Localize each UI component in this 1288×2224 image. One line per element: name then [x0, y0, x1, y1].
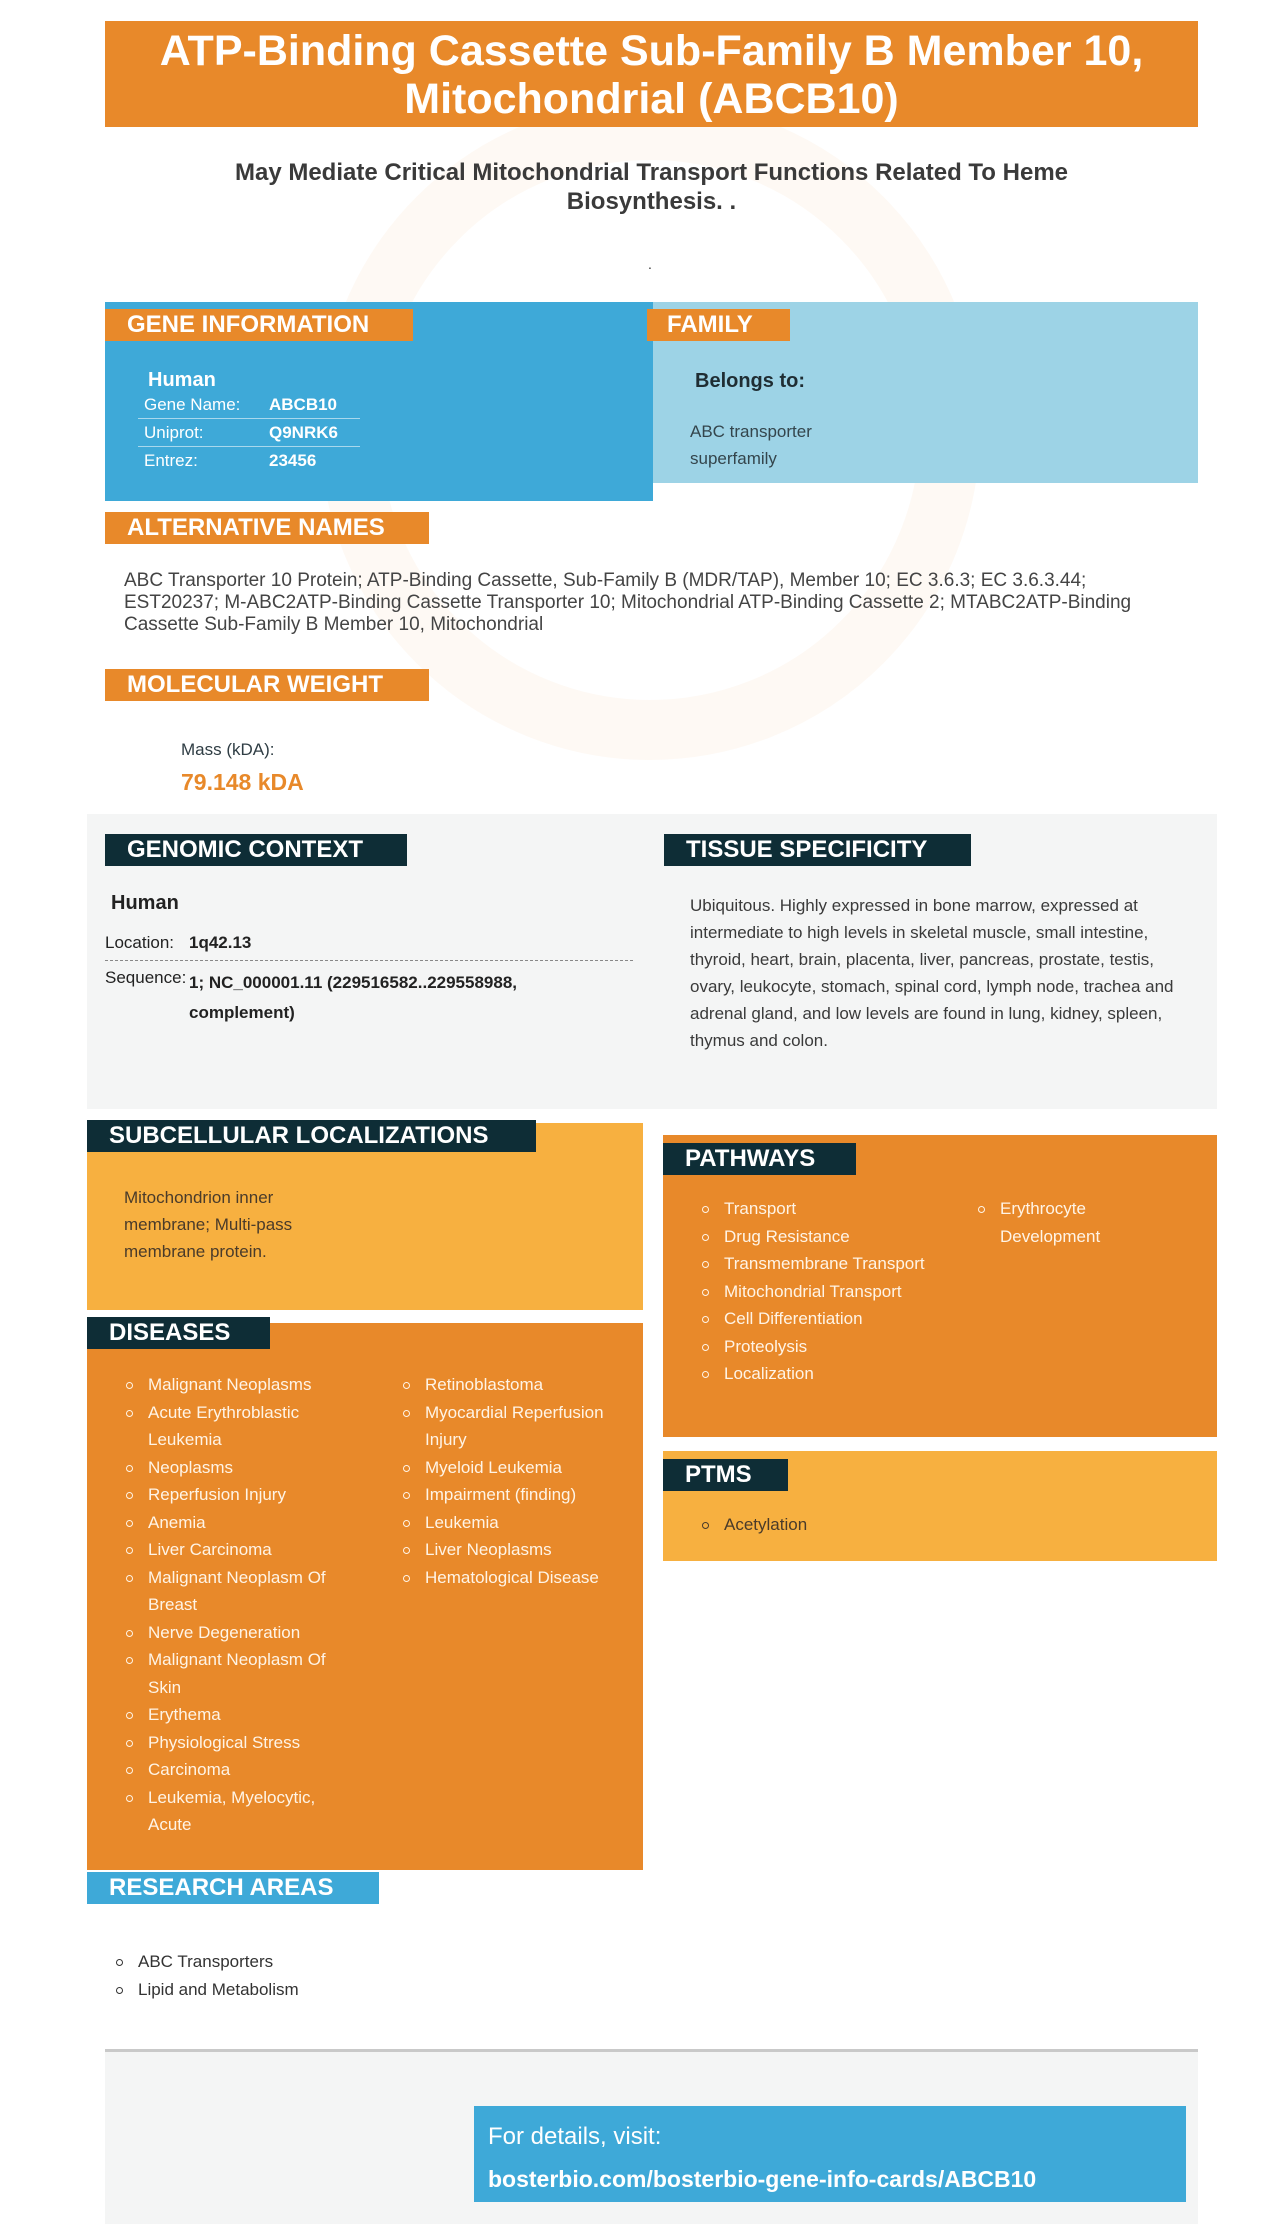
alternative-names-header: ALTERNATIVE NAMES [105, 512, 429, 544]
tissue-specificity-text: Ubiquitous. Highly expressed in bone marrow, expressed at intermediate to high levels in skeletal muscle, small intestine, thyroid, heart, brain, placenta, liver, pancreas, prostate, testis, ovary, leukocyte, stomach, spinal cord, lymph node, trachea and adrenal gland, and low levels are found in lung, kidney, spleen, thymus and colon. [690, 896, 1174, 1050]
details-url-link[interactable]: bosterbio.com/bosterbio-gene-info-cards/ABCB10 [488, 2166, 1037, 2192]
pathway-item: Transmembrane Transport [700, 1250, 930, 1278]
uniprot-label: Uniprot: [144, 423, 204, 442]
diseases-list-col1 [124, 1371, 349, 1839]
page-title: ATP-Binding Cassette Sub-Family B Member 10, Mitochondrial (ABCB10) [105, 21, 1198, 127]
research-area-item: Lipid and Metabolism [114, 1976, 414, 2004]
research-areas-header: RESEARCH AREAS [87, 1872, 379, 1904]
pathway-item: Mitochondrial Transport [700, 1278, 930, 1306]
disease-item: Anemia [124, 1509, 349, 1537]
disease-item: Carcinoma [124, 1756, 349, 1784]
gene-name-value: ABCB10 [269, 395, 338, 414]
entrez-row [138, 447, 360, 475]
details-label: For details, visit: [488, 2123, 662, 2150]
tissue-specificity-header: TISSUE SPECIFICITY [664, 834, 971, 866]
disease-item: Neoplasms [124, 1454, 349, 1482]
family-label: Belongs to: [695, 370, 805, 392]
ptms-header: PTMS [663, 1459, 788, 1491]
uniprot-row [138, 419, 360, 447]
location-row [105, 925, 633, 961]
pathway-item: Proteolysis [700, 1333, 930, 1361]
family-text: ABC transporter superfamily [690, 422, 812, 468]
ptm-item: Acetylation [700, 1511, 900, 1539]
entrez-value: 23456 [269, 451, 317, 470]
molecular-weight-header: MOLECULAR WEIGHT [105, 669, 429, 701]
location-label: Location: [105, 933, 174, 952]
alternative-names-text: ABC Transporter 10 Protein; ATP-Binding Cassette, Sub-Family B (MDR/TAP), Member 10; EC 3.6.3; EC 3.6.3.44; EST20237; M-ABC2ATP-Binding Cassette Transporter 10; Mitochondrial ATP-Binding Cassette 2; MTABC2ATP-Binding Cassette Sub-Family B Member 10, Mitochondrial [124, 570, 1132, 635]
pathway-item: Erythrocyte Development [976, 1195, 1156, 1250]
disease-item: Acute Erythroblastic Leukemia [124, 1399, 349, 1454]
disease-item: Physiological Stress [124, 1729, 349, 1757]
pathways-list-col2 [976, 1195, 1156, 1250]
gene-name-row [138, 391, 360, 419]
pathway-item: Localization [700, 1360, 930, 1388]
disease-item: Retinoblastoma [401, 1371, 621, 1399]
diseases-list-col2 [401, 1371, 621, 1591]
subcellular-header: SUBCELLULAR LOCALIZATIONS [87, 1120, 536, 1152]
mass-label: Mass (kDA): [181, 740, 275, 759]
disease-item: Myocardial Reperfusion Injury [401, 1399, 621, 1454]
location-value: 1q42.13 [189, 933, 252, 952]
research-areas-list [114, 1948, 414, 2003]
entrez-label: Entrez: [144, 451, 198, 470]
uniprot-value: Q9NRK6 [269, 423, 338, 442]
mass-value: 79.148 kDA [181, 769, 304, 795]
disease-item: Reperfusion Injury [124, 1481, 349, 1509]
disease-item: Malignant Neoplasm Of Breast [124, 1564, 349, 1619]
gene-info-species: Human [148, 369, 216, 391]
subcellular-text: Mitochondrion inner membrane; Multi-pass membrane protein. [124, 1188, 293, 1261]
disease-item: Leukemia, Myelocytic, Acute [124, 1784, 349, 1839]
pathways-list-col1 [700, 1195, 930, 1388]
genomic-species: Human [111, 892, 179, 914]
disease-item: Hematological Disease [401, 1564, 621, 1592]
disease-item: Liver Carcinoma [124, 1536, 349, 1564]
disease-item: Nerve Degeneration [124, 1619, 349, 1647]
disease-item: Liver Neoplasms [401, 1536, 621, 1564]
disease-item: Leukemia [401, 1509, 621, 1537]
pathway-item: Cell Differentiation [700, 1305, 930, 1333]
pathway-item: Drug Resistance [700, 1223, 930, 1251]
diseases-header: DISEASES [87, 1317, 270, 1349]
genomic-context-header: GENOMIC CONTEXT [105, 834, 407, 866]
sequence-value: 1; NC_000001.11 (229516582..229558988, complement) [189, 973, 518, 1022]
ptms-list [700, 1511, 900, 1539]
disease-item: Malignant Neoplasms [124, 1371, 349, 1399]
sequence-label: Sequence: [105, 968, 187, 987]
family-header: FAMILY [647, 309, 790, 341]
page-subtitle: May Mediate Critical Mitochondrial Transport Functions Related To Heme Biosynthesis. . [234, 159, 1068, 215]
disease-item: Malignant Neoplasm Of Skin [124, 1646, 349, 1701]
disease-item: Impairment (finding) [401, 1481, 621, 1509]
pathways-header: PATHWAYS [663, 1143, 856, 1175]
subtitle-dot: . [648, 256, 652, 272]
research-area-item: ABC Transporters [114, 1948, 414, 1976]
disease-item: Erythema [124, 1701, 349, 1729]
details-box [474, 2106, 1186, 2202]
disease-item: Myeloid Leukemia [401, 1454, 621, 1482]
gene-name-label: Gene Name: [144, 395, 241, 414]
pathway-item: Transport [700, 1195, 930, 1223]
gene-info-header: GENE INFORMATION [105, 309, 413, 341]
